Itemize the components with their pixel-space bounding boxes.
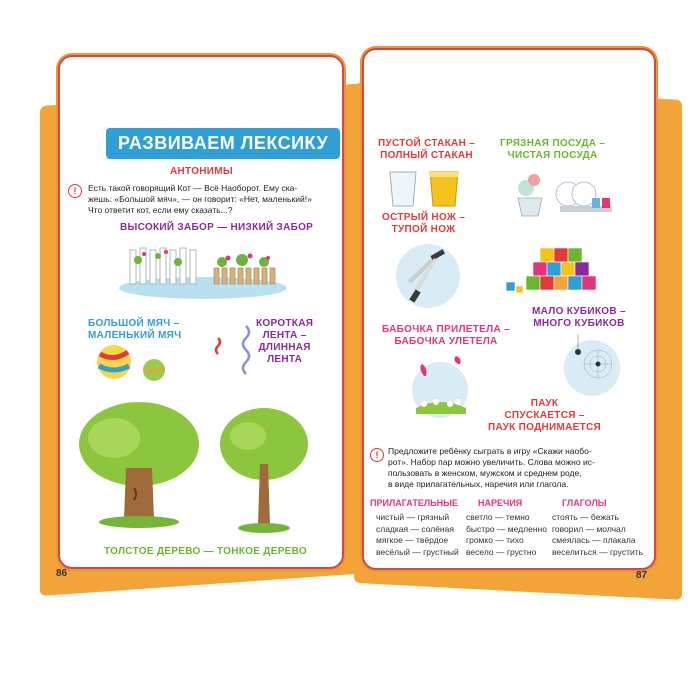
tree-label: ТОЛСТОЕ ДЕРЕВО — ТОНКОЕ ДЕРЕВО [104,546,307,557]
exclamation-icon: ! [68,184,82,198]
verbs-list: стоять — бежать говорил — молчал смеялась — плакала веселиться — грустить [552,512,644,557]
butterfly-illustration [406,356,476,420]
spider-label: ПАУК СПУСКАЕТСЯ – ПАУК ПОДНИМАЕТСЯ [488,398,602,433]
adverbs-heading: НАРЕЧИЯ [478,498,523,508]
task-text: Предложите ребёнку сыграть в игру «Скажи наобо- рот». Набор пар можно увеличить. Слова можно ис- пользовать в женском, мужском и среднем роде, в виде прилагательных, наречия или глагола. [388,446,595,489]
balls-illustration [96,342,176,384]
knives-illustration [394,240,464,310]
spider-illustration [548,334,626,396]
verbs-heading: ГЛАГОЛЫ [562,498,607,508]
page-number-right: 87 [636,570,648,581]
exclamation-icon: ! [370,448,384,462]
adjectives-list: чистый — грязный сладкая — солёная мягкое — твёрдое весёлый — грустный [376,512,459,557]
dishes-label: ГРЯЗНАЯ ПОСУДА – ЧИСТАЯ ПОСУДА [500,138,606,161]
adjectives-heading: ПРИЛАГАТЕЛЬНЫЕ [370,498,458,508]
page-number-left: 86 [56,568,68,579]
fence-illustration [118,240,288,300]
glass-label: ПУСТОЙ СТАКАН – ПОЛНЫЙ СТАКАН [378,138,476,161]
cubes-illustration [500,238,620,298]
dishes-illustration [512,172,620,222]
cubes-label: МАЛО КУБИКОВ – МНОГО КУБИКОВ [532,306,626,329]
thick-tree-illustration [74,398,204,538]
intro-text: Есть такой говорящий Кот — Всё Наоборот. Ему ска- жешь: «Большой мяч», — он говорит: «Нет, маленький!» Что ответит кот, если ему сказать...? [88,183,312,215]
thin-tree-illustration [214,404,314,538]
ribbon-label: КОРОТКАЯ ЛЕНТА – ДЛИННАЯ ЛЕНТА [256,318,314,365]
fence-label: ВЫСОКИЙ ЗАБОР — НИЗКИЙ ЗАБОР [120,222,314,233]
section-subtitle: АНТОНИМЫ [170,166,234,177]
knife-label: ОСТРЫЙ НОЖ – ТУПОЙ НОЖ [382,212,466,235]
adverbs-list: светло — темно быстро — медленно громко — тихо весело — грустно [466,512,547,557]
ball-label: БОЛЬШОЙ МЯЧ – МАЛЕНЬКИЙ МЯЧ [88,318,182,341]
page-title: РАЗВИВАЕМ ЛЕКСИКУ [106,128,340,159]
butterfly-label: БАБОЧКА ПРИЛЕТЕЛА – БАБОЧКА УЛЕТЕЛА [382,324,510,347]
glasses-illustration [386,168,466,210]
